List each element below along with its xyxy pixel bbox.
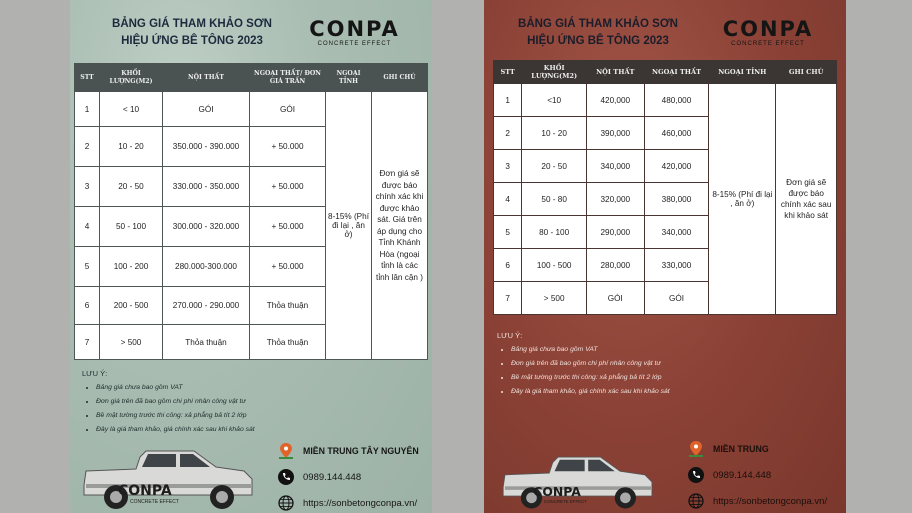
poster-title: [92, 16, 292, 50]
map-pin-icon: [278, 443, 294, 459]
logo-brand: CONPA: [309, 17, 400, 41]
cell-stt: 4: [494, 183, 522, 216]
note-item: • Bảng giá chưa bao gồm VAT: [511, 343, 670, 357]
cell-interior: 270.000 - 290.000: [163, 287, 250, 325]
phone-icon: [688, 467, 704, 483]
website-row: [688, 488, 827, 513]
cell-exterior: 460,000: [644, 117, 709, 150]
cell-exterior: GÓI: [644, 282, 709, 315]
cell-stt: 7: [494, 282, 522, 315]
cell-interior: 290,000: [587, 216, 645, 249]
header-exterior: NGOẠI THẤT/ ĐƠN GIÁ TRẦN: [250, 64, 326, 92]
region-name: MIỀN TRUNG: [713, 444, 769, 454]
note-item: • Bảng giá chưa bao gồm VAT: [96, 381, 255, 395]
cell-stt: 2: [494, 117, 522, 150]
price-poster-central-highlands: [70, 0, 432, 513]
title-line-1: BẢNG GIÁ THAM KHẢO SƠN: [112, 18, 272, 30]
contact-block: [688, 436, 827, 513]
cell-area: 200 - 500: [100, 287, 163, 325]
cell-area: 100 - 200: [100, 247, 163, 287]
cell-exterior: 330,000: [644, 249, 709, 282]
header-interior: NỘI THẤT: [587, 61, 645, 84]
cell-interior: 280,000: [587, 249, 645, 282]
phone-icon: [278, 469, 294, 485]
price-table: [493, 60, 837, 315]
globe-icon: [688, 493, 704, 509]
notes-label: LƯU Ý:: [82, 369, 108, 378]
note-item: • Đây là giá tham khảo, giá chính xác sau khi khảo sát: [96, 423, 255, 437]
cell-stt: 3: [494, 150, 522, 183]
truck-brand-sub: CONCRETE EFFECT: [130, 499, 179, 505]
cell-exterior: + 50.000: [250, 207, 326, 247]
title-line-2: HIỆU ỨNG BÊ TÔNG 2023: [527, 35, 669, 47]
phone-number[interactable]: 0989.144.448: [713, 469, 772, 481]
cell-area: > 500: [522, 282, 587, 315]
header-stt: STT: [494, 61, 522, 84]
logo-subtitle: CONCRETE EFFECT: [731, 41, 805, 47]
note-item: • Đơn giá trên đã bao gồm chi phí nhân công vật tư: [511, 357, 670, 371]
truck-illustration: [493, 450, 663, 513]
cell-exterior: 340,000: [644, 216, 709, 249]
header-exterior: NGOẠI THẤT: [644, 61, 709, 84]
price-poster-central: [484, 0, 846, 513]
conpa-logo: [302, 18, 407, 47]
notes-list: [497, 343, 670, 399]
price-table: [74, 63, 428, 360]
cell-area: 20 - 50: [100, 167, 163, 207]
cell-area: 100 - 500: [522, 249, 587, 282]
cell-interior: GÓI: [163, 92, 250, 127]
logo-subtitle: CONCRETE EFFECT: [317, 41, 392, 47]
cell-interior: Thỏa thuận: [163, 325, 250, 360]
title-line-2: HIỆU ỨNG BÊ TÔNG 2023: [121, 35, 263, 47]
cell-out-of-province: 8-15% (Phí đi lại , ăn ở): [709, 84, 776, 315]
header-out-of-province: NGOẠI TỈNH: [326, 64, 372, 92]
cell-interior: 390,000: [587, 117, 645, 150]
cell-interior: 350.000 - 390.000: [163, 127, 250, 167]
cell-stt: 1: [75, 92, 100, 127]
cell-exterior: 380,000: [644, 183, 709, 216]
truck-brand: CONPA: [533, 484, 581, 500]
table-header-row: [494, 61, 837, 84]
cell-interior: 330.000 - 350.000: [163, 167, 250, 207]
cell-stt: 7: [75, 325, 100, 360]
cell-exterior: 480,000: [644, 84, 709, 117]
cell-exterior: + 50.000: [250, 167, 326, 207]
cell-exterior: Thỏa thuận: [250, 325, 326, 360]
cell-area: 10 - 20: [522, 117, 587, 150]
logo-brand: CONPA: [722, 17, 814, 41]
poster-title: [500, 16, 696, 50]
website-link[interactable]: https://sonbetongconpa.vn/: [303, 497, 418, 509]
cell-exterior: + 50.000: [250, 127, 326, 167]
cell-notes: Đơn giá sẽ được báo chính xác sau khi khảo sát: [776, 84, 837, 315]
cell-interior: GÓI: [587, 282, 645, 315]
cell-exterior: GÓI: [250, 92, 326, 127]
cell-exterior: + 50.000: [250, 247, 326, 287]
globe-icon: [278, 495, 294, 511]
note-item: • Bề mặt tường trước thi công: xả phẳng bả tít 2 lớp: [511, 371, 670, 385]
website-link[interactable]: https://sonbetongconpa.vn/: [713, 495, 828, 507]
header-interior: NỘI THẤT: [163, 64, 250, 92]
region-row: [278, 438, 419, 464]
cell-interior: 300.000 - 320.000: [163, 207, 250, 247]
cell-interior: 420,000: [587, 84, 645, 117]
region-name: MIỀN TRUNG TÂY NGUYÊN: [303, 446, 419, 456]
truck-brand: CONPA: [118, 483, 172, 499]
phone-row: [688, 462, 827, 488]
cell-area: > 500: [100, 325, 163, 360]
header-area: KHỐI LƯỢNG(M2): [100, 64, 163, 92]
cell-stt: 1: [494, 84, 522, 117]
cell-exterior: Thỏa thuận: [250, 287, 326, 325]
cell-stt: 2: [75, 127, 100, 167]
truck-illustration: [76, 443, 261, 513]
note-item: • Đơn giá trên đã bao gồm chi phí nhân công vật tư: [96, 395, 255, 409]
cell-area: 50 - 100: [100, 207, 163, 247]
cell-stt: 6: [494, 249, 522, 282]
cell-interior: 320,000: [587, 183, 645, 216]
cell-area: <10: [522, 84, 587, 117]
cell-out-of-province: 8-15% (Phí đi lại , ăn ở): [326, 92, 372, 360]
cell-stt: 4: [75, 207, 100, 247]
website-row: [278, 490, 419, 513]
cell-interior: 280.000-300.000: [163, 247, 250, 287]
cell-interior: 340,000: [587, 150, 645, 183]
table-row: [75, 92, 428, 127]
cell-stt: 6: [75, 287, 100, 325]
notes-label: LƯU Ý:: [497, 331, 523, 340]
cell-area: < 10: [100, 92, 163, 127]
contact-block: [278, 438, 419, 513]
cell-stt: 5: [75, 247, 100, 287]
header-out-of-province: NGOẠI TỈNH: [709, 61, 776, 84]
cell-notes: Đơn giá sẽ được báo chính xác khi được khảo sát. Giá trên áp dụng cho Tỉnh Khánh Hòa (ngoại tỉnh là các tỉnh lân cận ): [372, 92, 428, 360]
cell-area: 80 - 100: [522, 216, 587, 249]
header-stt: STT: [75, 64, 100, 92]
conpa-logo: [714, 18, 822, 47]
title-line-1: BẢNG GIÁ THAM KHẢO SƠN: [518, 18, 678, 30]
table-row: [494, 84, 837, 117]
header-notes: GHI CHÚ: [372, 64, 428, 92]
phone-number[interactable]: 0989.144.448: [303, 471, 362, 483]
cell-stt: 3: [75, 167, 100, 207]
header-notes: GHI CHÚ: [776, 61, 837, 84]
header-area: KHỐI LƯỢNG(M2): [522, 61, 587, 84]
region-row: [688, 436, 827, 462]
cell-exterior: 420,000: [644, 150, 709, 183]
truck-brand-sub: CONCRETE EFFECT: [543, 499, 587, 505]
note-item: • Đây là giá tham khảo, giá chính xác sau khi khảo sát: [511, 385, 670, 399]
notes-section: [82, 369, 255, 437]
note-item: • Bề mặt tường trước thi công: xả phẳng bả tít 2 lớp: [96, 409, 255, 423]
cell-area: 10 - 20: [100, 127, 163, 167]
notes-list: [82, 381, 255, 437]
map-pin-icon: [688, 441, 704, 457]
notes-section: [497, 331, 670, 399]
cell-area: 20 - 50: [522, 150, 587, 183]
cell-stt: 5: [494, 216, 522, 249]
phone-row: [278, 464, 419, 490]
table-header-row: [75, 64, 428, 92]
cell-area: 50 - 80: [522, 183, 587, 216]
